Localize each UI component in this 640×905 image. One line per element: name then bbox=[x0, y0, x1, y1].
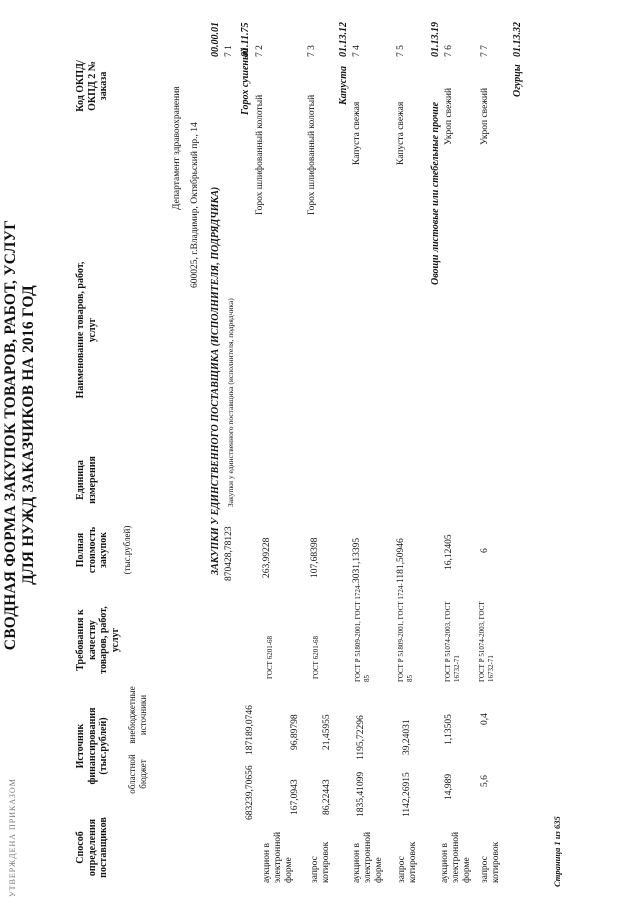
section-code: 00.00.01 bbox=[210, 22, 221, 57]
row-cost: 1181,50946 bbox=[396, 538, 406, 583]
faded-approval-header: УТВЕРЖДЕНА ПРИКАЗОМ bbox=[8, 778, 17, 897]
organization-address: 600025, г.Владимир, Октябрьский пр., 14 bbox=[190, 122, 200, 288]
row-requirements: ГОСТ 6201-68 bbox=[312, 635, 320, 679]
group-title: Овощи листовые или стебельные прочие bbox=[430, 101, 441, 285]
column-header-code: Код ОКПД/ ОКПД 2 № заказа bbox=[75, 60, 109, 112]
row-cost: 3031,13395 bbox=[352, 537, 362, 583]
row-requirements: ГОСТ Р 51074-2003, ГОСТ 16732-71 bbox=[478, 601, 495, 682]
row-number: 7 7 bbox=[480, 45, 490, 57]
row-method: запрос котировок bbox=[480, 841, 501, 883]
row-funding-offbudget: 1142,26915 bbox=[402, 772, 412, 817]
group-title: Горох сушеный bbox=[240, 47, 251, 115]
group-title: Капуста bbox=[338, 66, 349, 105]
document-title-line-2: ДЛЯ НУЖД ЗАКАЗЧИКОВ НА 2016 ГОД bbox=[20, 285, 37, 585]
section-cost: 870428,78123 bbox=[224, 526, 234, 581]
section-funding-offbudget: 683239,70656 bbox=[245, 765, 255, 820]
column-header-method: Способ определения поставщиков bbox=[75, 817, 109, 878]
section-funding-regional: 187189,0746 bbox=[245, 705, 255, 755]
row-funding-regional: 21,45955 bbox=[322, 714, 332, 750]
row-funding-offbudget: 14,989 bbox=[444, 773, 454, 800]
row-name: Капуста свежая bbox=[396, 101, 406, 165]
row-funding-regional: 96,89798 bbox=[290, 714, 300, 750]
row-name: Капуста свежая bbox=[352, 101, 362, 165]
row-cost: 263,99228 bbox=[262, 537, 272, 578]
row-funding-offbudget: 5,6 bbox=[480, 775, 490, 787]
group-code: 01.11.75 bbox=[240, 22, 251, 57]
row-requirements: ГОСТ Р 51809-2001, ГОСТ 1724-85 bbox=[397, 583, 414, 682]
column-header-name: Наименование товаров, работ, услуг bbox=[75, 261, 98, 399]
row-cost: 6 bbox=[480, 548, 490, 553]
row-funding-regional: 1,13505 bbox=[444, 714, 454, 745]
section-title: ЗАКУПКИ У ЕДИНСТВЕННОГО ПОСТАВЩИКА (ИСПОЛНИТЕЛЯ, ПОДРЯДЧИКА) bbox=[210, 186, 221, 575]
column-header-cost: Полная стоимость закупок bbox=[75, 526, 109, 574]
page-footer: Страница 1 из 635 bbox=[552, 816, 562, 887]
row-number: 7 6 bbox=[444, 45, 454, 57]
row-method: аукцион в электронной форме bbox=[440, 831, 472, 883]
row-number: 7 3 bbox=[307, 45, 317, 57]
row-number: 7 2 bbox=[255, 45, 265, 57]
document-title-line-1: СВОДНАЯ ФОРМА ЗАКУПОК ТОВАРОВ, РАБОТ, УСЛУГ bbox=[2, 219, 19, 651]
group-code: 01.13.12 bbox=[338, 22, 349, 57]
column-header-funding-regional: областной бюджет bbox=[127, 754, 148, 794]
row-cost: 16,12405 bbox=[444, 534, 454, 570]
group-code: 01.13.19 bbox=[430, 22, 441, 57]
row-method: аукцион в электронной форме bbox=[352, 831, 384, 883]
row-funding-offbudget: 1835,41099 bbox=[356, 771, 366, 817]
row-funding-regional: 1195,72296 bbox=[356, 715, 366, 760]
row-name: Укроп свежий bbox=[444, 87, 454, 145]
row-funding-regional: 39,24031 bbox=[402, 719, 412, 755]
group-title: Огурцы bbox=[512, 64, 523, 97]
group-code: 01.13.32 bbox=[512, 22, 523, 57]
section-row-name: Закупки у единственного поставщика (исполнителя, подрядчика) bbox=[226, 298, 235, 507]
section-row-number: 7 1 bbox=[224, 45, 234, 57]
row-method: запрос котировок bbox=[397, 841, 418, 883]
row-method: аукцион в электронной форме bbox=[262, 831, 294, 883]
row-funding-offbudget: 86,22443 bbox=[322, 779, 332, 815]
column-header-cost-unit: (тыс.рублей) bbox=[122, 525, 132, 575]
organization-name: Департамент здравоохранения bbox=[172, 86, 182, 210]
row-method: запрос котировок bbox=[310, 841, 331, 883]
row-number: 7 4 bbox=[352, 45, 362, 57]
row-cost: 107,68398 bbox=[310, 537, 320, 578]
row-number: 7 5 bbox=[396, 45, 406, 57]
row-requirements: ГОСТ Р 51074-2003, ГОСТ 16732-71 bbox=[444, 601, 461, 682]
row-name: Горох шлифованный колотый bbox=[255, 94, 265, 215]
row-requirements: ГОСТ Р 51809-2001, ГОСТ 1724-85 bbox=[354, 583, 371, 682]
column-header-unit: Единица измерения bbox=[75, 456, 98, 504]
row-funding-offbudget: 167,0943 bbox=[290, 779, 300, 815]
row-requirements: ГОСТ 6201-68 bbox=[266, 635, 274, 679]
row-name: Укроп свежий bbox=[480, 87, 490, 145]
column-header-funding-offbudget: внебюджетные источники bbox=[127, 686, 148, 744]
row-funding-regional: 0,4 bbox=[480, 713, 490, 725]
column-header-funding: Источник финансирования (тыс.рублей) bbox=[75, 707, 109, 785]
row-name: Горох шлифованный колотый bbox=[307, 94, 317, 215]
column-header-requirements: Требования к качеству товаров, работ, услуг bbox=[75, 606, 121, 674]
